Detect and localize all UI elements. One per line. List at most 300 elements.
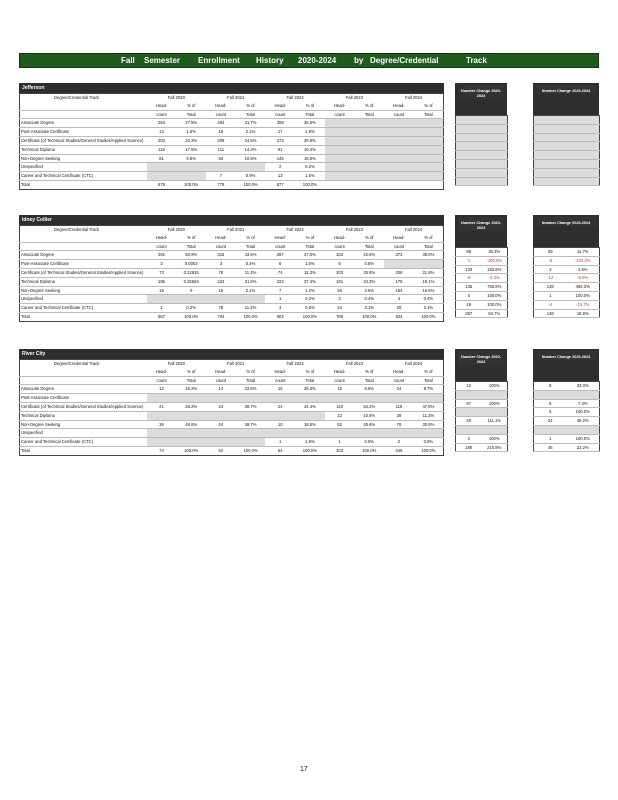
table-cell: 100.0% xyxy=(236,180,266,189)
table-row xyxy=(20,286,444,295)
row-label: Non-Degree Seeking xyxy=(20,420,147,429)
table-cell: 16.6% xyxy=(295,154,325,163)
table-cell: 24 xyxy=(206,402,236,411)
table-cell xyxy=(354,119,384,128)
table-cell: 223 xyxy=(265,277,295,286)
table-cell xyxy=(384,260,414,269)
page-banner xyxy=(19,53,599,68)
table-row xyxy=(20,136,444,145)
year-header: Fall 2021 xyxy=(227,95,245,100)
year-header: Fall 2022 xyxy=(286,227,304,232)
headcount-label: count xyxy=(147,242,177,251)
table-cell: 877 xyxy=(265,180,295,189)
table-row xyxy=(20,163,444,172)
headcount-label: Head- xyxy=(265,234,295,242)
table-cell: 273 xyxy=(265,136,295,145)
table-cell: 2.1% xyxy=(236,128,266,137)
table-cell: 42.5% xyxy=(354,251,384,260)
number-change-cell xyxy=(456,168,482,177)
table-cell xyxy=(147,163,177,172)
table-cell xyxy=(354,180,384,189)
number-change-table xyxy=(455,115,508,186)
row-label: Associate Degree xyxy=(20,251,147,260)
table-cell: 1 xyxy=(325,438,355,447)
number-change-cell xyxy=(456,177,482,186)
pct-change-label: Number Change 2023-2024 xyxy=(536,217,596,226)
table-cell xyxy=(325,145,355,154)
number-change-label: Number Change 2020-2024 xyxy=(458,351,504,365)
table-cell xyxy=(354,154,384,163)
table-cell xyxy=(176,429,206,438)
number-change-cell xyxy=(534,425,567,434)
headcount-label: Head- xyxy=(206,368,236,376)
table-cell xyxy=(265,429,295,438)
table-cell: 4 xyxy=(384,295,414,304)
table-cell xyxy=(414,128,444,137)
table-cell: 8.6% xyxy=(354,385,384,394)
table-row xyxy=(20,128,444,137)
table-cell: 47.5% xyxy=(295,251,325,260)
headcount-label: count xyxy=(206,376,236,385)
pct-change-cell: 18.8% xyxy=(567,309,600,318)
pct-change-cell: 755.8% xyxy=(482,283,508,292)
number-change-cell: -4 xyxy=(534,300,567,309)
table-cell xyxy=(384,180,414,189)
table-cell xyxy=(147,411,177,420)
pct-change-cell xyxy=(482,408,508,417)
table-cell: 2 xyxy=(384,438,414,447)
table-cell: 15 xyxy=(265,385,295,394)
table-cell xyxy=(354,429,384,438)
table-cell: 100.0% xyxy=(176,446,206,455)
banner-word: History xyxy=(256,56,284,65)
pct-change-cell: 30.3% xyxy=(482,248,508,257)
pct-change-cell xyxy=(567,159,600,168)
year-header: Fall 2024 xyxy=(404,227,423,232)
pct-label: Total xyxy=(354,242,384,251)
table-cell xyxy=(325,172,355,181)
table-cell: 100.0% xyxy=(295,180,325,189)
table-row xyxy=(20,402,444,411)
number-change-cell: 128 xyxy=(534,283,567,292)
table-cell xyxy=(236,411,266,420)
banner-word: Fall xyxy=(121,56,135,65)
number-change-cell: 1 xyxy=(534,291,567,300)
table-cell: 22.3% xyxy=(176,136,206,145)
row-label: Post-Associate Certificate xyxy=(20,394,147,403)
table-cell: 83 xyxy=(206,154,236,163)
table-cell: 248 xyxy=(384,446,414,455)
table-cell: 10.8% xyxy=(354,411,384,420)
table-cell: 37.4% xyxy=(295,277,325,286)
table-cell: 704 xyxy=(206,312,236,321)
pct-change-cell xyxy=(567,133,600,142)
table-cell xyxy=(354,145,384,154)
table-cell: 10.5% xyxy=(236,154,266,163)
table-cell xyxy=(354,172,384,181)
number-change-cell: -3 xyxy=(456,256,482,265)
table-cell: 100.0% xyxy=(354,446,384,455)
table-cell xyxy=(236,394,266,403)
table-row xyxy=(20,268,444,277)
pct-change-label: Number Change 2023-2024 xyxy=(536,351,596,360)
number-change-cell: 2 xyxy=(456,434,482,443)
pct-label: Total xyxy=(236,242,266,251)
table-cell xyxy=(236,295,266,304)
year-header: Fall 2023 xyxy=(345,95,364,100)
table-cell: 18 xyxy=(206,128,236,137)
number-change-cell: 40 xyxy=(456,417,482,426)
headcount-label: count xyxy=(206,242,236,251)
pct-label: Total xyxy=(414,242,444,251)
table-cell: 13 xyxy=(147,128,177,137)
pct-change-cell: 1.5% xyxy=(567,265,600,274)
table-cell: 1.2% xyxy=(295,286,325,295)
table-cell: 1 xyxy=(147,304,177,313)
table-row xyxy=(20,411,444,420)
table-cell: 0.2% xyxy=(295,163,325,172)
table-cell: 11.3% xyxy=(414,411,444,420)
pct-label: Total xyxy=(176,242,206,251)
table-cell: 100.0% xyxy=(295,446,325,455)
table-cell: 21.8% xyxy=(414,268,444,277)
pct-change-cell: 492.3% xyxy=(567,283,600,292)
table-cell xyxy=(384,394,414,403)
table-row xyxy=(20,429,444,438)
table-cell: 281 xyxy=(147,251,177,260)
table-cell xyxy=(384,429,414,438)
row-label: Career and Technical Certificate (CTC) xyxy=(20,304,147,313)
table-cell: 100.0% xyxy=(354,312,384,321)
number-change-cell: 45 xyxy=(534,443,567,452)
table-cell xyxy=(325,119,355,128)
yoy-change-table xyxy=(533,381,600,452)
pct-label: % of xyxy=(295,234,325,242)
table-cell: 14 xyxy=(206,385,236,394)
table-cell: 209 xyxy=(206,136,236,145)
number-change-cell: 19 xyxy=(456,300,482,309)
table-cell: 203 xyxy=(325,268,355,277)
table-cell: 76 xyxy=(384,420,414,429)
pct-change-cell: 100% xyxy=(482,434,508,443)
headcount-label: Head- xyxy=(384,234,414,242)
headcount-label: Head- xyxy=(206,102,236,110)
pct-change-cell xyxy=(482,425,508,434)
banner-word: Semester xyxy=(144,56,181,65)
headcount-label: count xyxy=(325,110,355,119)
pct-change-cell xyxy=(567,390,600,399)
table-cell: 6 xyxy=(265,260,295,269)
number-change-header xyxy=(455,215,507,247)
table-cell: 78 xyxy=(206,304,236,313)
table-cell: 111 xyxy=(206,145,236,154)
pct-label: % of xyxy=(176,102,206,110)
table-cell xyxy=(384,119,414,128)
table-cell: 779 xyxy=(206,180,236,189)
number-change-table xyxy=(455,381,508,452)
table-cell: 38.7% xyxy=(236,420,266,429)
headcount-label: Head- xyxy=(265,102,295,110)
table-row xyxy=(20,295,444,304)
pct-change-cell: 11.7% xyxy=(567,248,600,257)
pct-label: Total xyxy=(295,376,325,385)
table-cell: 100.0% xyxy=(414,312,444,321)
table-cell xyxy=(176,438,206,447)
number-change-cell xyxy=(456,408,482,417)
table-cell xyxy=(236,438,266,447)
number-change-cell xyxy=(534,168,567,177)
table-cell: 15 xyxy=(325,385,355,394)
yoy-change-table xyxy=(533,247,600,318)
table-cell: 0.32654 xyxy=(176,277,206,286)
headcount-label: count xyxy=(206,110,236,119)
table-row xyxy=(20,385,444,394)
table-cell xyxy=(206,295,236,304)
table-cell: 25.8% xyxy=(354,268,384,277)
table-cell: 24 xyxy=(265,402,295,411)
pct-change-header xyxy=(533,83,599,115)
table-cell xyxy=(176,163,206,172)
pct-change-cell xyxy=(567,168,600,177)
pct-change-header xyxy=(533,215,599,247)
table-cell: 118 xyxy=(147,145,177,154)
row-label: Non-Degree Seeking xyxy=(20,154,147,163)
row-label: Total xyxy=(20,446,147,455)
number-change-cell xyxy=(534,159,567,168)
pct-change-cell: -16.7% xyxy=(567,300,600,309)
row-label: Certificate (of Technical Studies/General Studies/Applied Science) xyxy=(20,402,147,411)
row-label: Non-Degree Seeking xyxy=(20,286,147,295)
pct-change-cell: 64.7% xyxy=(482,309,508,318)
table-cell: 178 xyxy=(384,277,414,286)
table-cell: 43.5% xyxy=(236,251,266,260)
year-header: Fall 2021 xyxy=(227,227,245,232)
headcount-label: Head- xyxy=(384,102,414,110)
table-cell: 28.3% xyxy=(295,385,325,394)
table-row xyxy=(20,304,444,313)
table-cell: 110 xyxy=(325,402,355,411)
banner-word: 2020-2024 xyxy=(298,56,337,65)
number-change-cell: 135 xyxy=(456,283,482,292)
pct-change-cell: 46.2% xyxy=(567,417,600,426)
table-cell: 100.0% xyxy=(236,312,266,321)
table-row xyxy=(20,145,444,154)
table-cell: 50.9% xyxy=(176,251,206,260)
headcount-label: count xyxy=(325,376,355,385)
number-change-cell: 133 xyxy=(456,265,482,274)
number-change-cell: 1 xyxy=(534,434,567,443)
table-cell: 78 xyxy=(206,268,236,277)
year-header: Fall 2021 xyxy=(227,361,245,366)
year-header: Fall 2023 xyxy=(345,227,364,232)
row-label: Technical Diploma xyxy=(20,145,147,154)
pct-change-cell xyxy=(482,151,508,160)
table-cell: 308 xyxy=(265,119,295,128)
banner-word: Degree/Credential xyxy=(370,56,439,65)
table-cell: 15 xyxy=(206,286,236,295)
headcount-label: Head- xyxy=(325,234,355,242)
number-change-cell xyxy=(456,133,482,142)
table-cell: 74 xyxy=(265,268,295,277)
headcount-label: Head- xyxy=(147,102,177,110)
headcount-label: count xyxy=(384,376,414,385)
table-cell: 2 xyxy=(265,163,295,172)
pct-change-cell: 7.3% xyxy=(567,399,600,408)
section-title: Idney Collier xyxy=(19,215,444,225)
table-row xyxy=(20,277,444,286)
table-cell xyxy=(295,394,325,403)
table-row xyxy=(20,312,444,321)
track-header: Degree/Credential Track xyxy=(54,227,100,232)
pct-label: Total xyxy=(414,376,444,385)
number-change-header xyxy=(455,349,507,381)
table-cell: 22 xyxy=(325,411,355,420)
table-cell: 145 xyxy=(265,154,295,163)
table-cell: 0.9% xyxy=(236,172,266,181)
table-cell: 0.4% xyxy=(236,260,266,269)
table-cell xyxy=(354,163,384,172)
table-cell xyxy=(147,172,177,181)
table-cell: 0.4% xyxy=(414,295,444,304)
table-cell: 24.3% xyxy=(354,277,384,286)
pct-change-cell xyxy=(567,116,600,125)
table-cell: 24.5% xyxy=(236,136,266,145)
number-change-header xyxy=(455,83,507,115)
number-change-label: Number Change 2020-2024 xyxy=(458,85,504,99)
row-label: Unspecified xyxy=(20,295,147,304)
pct-label: % of xyxy=(176,234,206,242)
table-cell: 54 xyxy=(265,446,295,455)
table-cell xyxy=(414,136,444,145)
table-cell: 373 xyxy=(384,251,414,260)
pct-change-cell: 33.3% xyxy=(567,382,600,391)
table-cell: 28 xyxy=(384,411,414,420)
headcount-label: count xyxy=(265,376,295,385)
section-table xyxy=(19,225,444,322)
table-cell: 203 xyxy=(147,136,177,145)
headcount-label: count xyxy=(265,110,295,119)
pct-change-cell: -100.0% xyxy=(567,256,600,265)
table-cell xyxy=(414,119,444,128)
row-label: Post-Associate Certificate xyxy=(20,260,147,269)
pct-change-cell xyxy=(482,390,508,399)
table-cell xyxy=(295,411,325,420)
table-cell: 38.8% xyxy=(414,251,444,260)
pct-label: Total xyxy=(295,242,325,251)
table-cell xyxy=(325,154,355,163)
table-cell: 28.2% xyxy=(176,402,206,411)
yoy-change-table xyxy=(533,115,600,186)
table-cell: 16.2% xyxy=(176,385,206,394)
table-cell xyxy=(176,172,206,181)
pct-change-cell xyxy=(482,124,508,133)
section-title: River City xyxy=(19,349,444,359)
table-cell xyxy=(325,429,355,438)
table-row xyxy=(20,446,444,455)
number-change-cell xyxy=(456,159,482,168)
table-cell: 26 xyxy=(325,286,355,295)
section-table xyxy=(19,359,444,456)
year-header: Fall 2020 xyxy=(167,361,185,366)
table-cell: 24 xyxy=(206,420,236,429)
table-cell: 48.6% xyxy=(176,420,206,429)
number-change-cell xyxy=(456,151,482,160)
table-row xyxy=(20,154,444,163)
number-change-cell: 97 xyxy=(456,399,482,408)
pct-change-cell: 100.0% xyxy=(567,408,600,417)
table-row xyxy=(20,394,444,403)
table-cell: 3 xyxy=(265,304,295,313)
table-cell: 6 xyxy=(325,260,355,269)
pct-change-cell xyxy=(567,124,600,133)
table-cell: 52 xyxy=(325,420,355,429)
pct-change-cell: 100.0% xyxy=(482,300,508,309)
table-cell: 264 xyxy=(147,119,177,128)
row-label: Career and Technical Certificate (CTC) xyxy=(20,172,147,181)
row-label: Certificate (of Technical Studies/General Studies/Applied Science) xyxy=(20,268,147,277)
table-cell: 17 xyxy=(265,128,295,137)
pct-change-cell xyxy=(567,425,600,434)
number-change-cell: 12 xyxy=(456,382,482,391)
table-cell xyxy=(384,163,414,172)
row-label: Career and Technical Certificate (CTC) xyxy=(20,438,147,447)
number-change-cell: 39 xyxy=(534,248,567,257)
table-cell xyxy=(176,411,206,420)
table-cell: 25.6% xyxy=(354,420,384,429)
table-cell: 100.0% xyxy=(176,312,206,321)
table-cell: 2.1% xyxy=(236,286,266,295)
table-cell: 22.6% xyxy=(236,385,266,394)
pct-label: Total xyxy=(414,110,444,119)
pct-change-cell: 100.0% xyxy=(567,291,600,300)
number-change-cell: -8 xyxy=(456,274,482,283)
table-cell xyxy=(236,429,266,438)
table-cell: 11.2% xyxy=(236,268,266,277)
table-cell: 74 xyxy=(147,446,177,455)
pct-change-cell xyxy=(482,116,508,125)
table-cell: 0.0053 xyxy=(176,260,206,269)
table-cell: 0.5% xyxy=(295,304,325,313)
table-cell: 35.5% xyxy=(295,119,325,128)
table-cell: 0.8% xyxy=(414,438,444,447)
page-number: 17 xyxy=(300,766,308,773)
table-cell: 73 xyxy=(147,268,177,277)
table-cell: 47.6% xyxy=(414,402,444,411)
table-cell: 13 xyxy=(265,172,295,181)
table-cell: 1.5% xyxy=(176,128,206,137)
table-cell xyxy=(414,180,444,189)
row-label: Unspecified xyxy=(20,429,147,438)
table-cell xyxy=(265,394,295,403)
year-header: Fall 2024 xyxy=(404,361,423,366)
table-cell xyxy=(295,429,325,438)
pct-change-header xyxy=(533,349,599,381)
table-cell xyxy=(384,154,414,163)
table-cell: 18.1% xyxy=(414,277,444,286)
table-cell: 38.7% xyxy=(236,402,266,411)
pct-label: % of xyxy=(354,234,384,242)
number-change-cell xyxy=(534,390,567,399)
headcount-label: Head- xyxy=(325,102,355,110)
table-cell: 10 xyxy=(265,420,295,429)
pct-label: Total xyxy=(236,110,266,119)
pct-label: % of xyxy=(295,102,325,110)
table-cell xyxy=(206,394,236,403)
table-cell: 0 xyxy=(176,286,206,295)
table-cell xyxy=(206,163,236,172)
table-cell xyxy=(414,163,444,172)
table-cell: 316 xyxy=(206,251,236,260)
